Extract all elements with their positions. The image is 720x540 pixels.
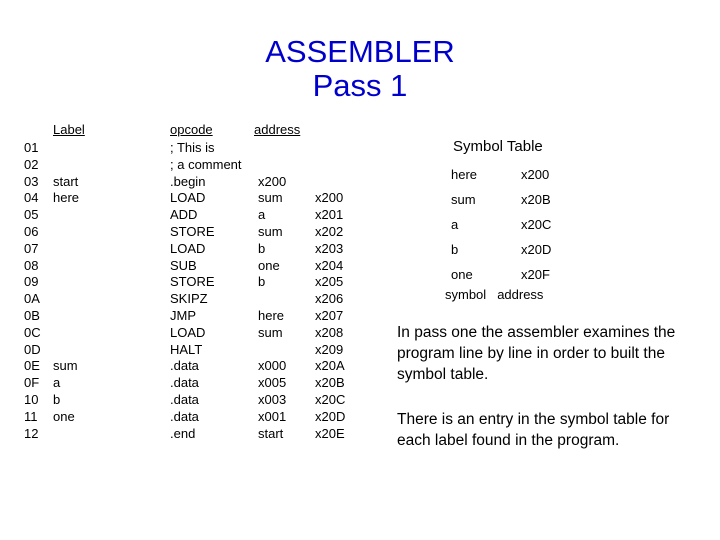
address-cell: x20E	[315, 425, 345, 441]
address-cell	[315, 157, 345, 174]
line-number: 01	[24, 140, 39, 155]
operand-cell: sum	[258, 223, 283, 239]
label-cell	[53, 241, 79, 258]
operand-cell	[258, 291, 286, 308]
label-cell	[53, 426, 79, 443]
address-cell: x208	[315, 324, 344, 340]
operand-cell: x003	[258, 391, 287, 407]
operand-cell: x005	[258, 375, 287, 391]
symbol-table-row	[447, 238, 565, 263]
line-number: 09	[24, 274, 39, 290]
opcode-cell: ; a comment	[170, 156, 242, 172]
opcode-cell: STORE	[170, 274, 215, 290]
symbol-table	[447, 163, 565, 288]
operand-cell: b	[258, 240, 266, 256]
label-cell	[53, 291, 79, 308]
label-cell	[53, 157, 79, 174]
address-cell: x20B	[315, 375, 345, 391]
operand-cell: here	[258, 307, 285, 323]
symbol-address: x20D	[521, 242, 552, 257]
address-cell: x20A	[315, 358, 345, 374]
operand-cell: x001	[258, 408, 287, 424]
symbol-address: x20C	[521, 217, 552, 232]
line-number: 11	[24, 408, 38, 424]
symbol-table-row	[447, 213, 565, 238]
label-column-header: Label	[53, 122, 85, 137]
symbol-name: b	[451, 242, 459, 257]
opcode-cell: .begin	[170, 173, 206, 189]
operand-cell: x000	[258, 358, 287, 374]
symbol-address: x20B	[521, 192, 551, 207]
address-cell: x200	[315, 190, 344, 206]
label-cell: b	[53, 391, 61, 407]
operand-cell: sum	[258, 324, 283, 340]
opcode-cell: .data	[170, 391, 199, 407]
address-footer-label: address	[497, 287, 544, 302]
opcode-cell: .data	[170, 358, 199, 374]
operand-cell: sum	[258, 190, 283, 206]
address-column-header: address	[254, 122, 301, 137]
opcode-cell: JMP	[170, 307, 196, 323]
line-number: 02	[24, 156, 39, 172]
address-cell: x203	[315, 240, 344, 256]
address-cell: x206	[315, 291, 344, 307]
slide-title	[200, 35, 520, 103]
symbol-table-title: Symbol Table	[453, 138, 543, 155]
address-cell: x209	[315, 341, 344, 357]
opcode-cell: ADD	[170, 207, 198, 223]
symbol-name: sum	[451, 192, 476, 207]
label-cell	[53, 308, 79, 325]
address-column	[315, 140, 345, 442]
operand-cell	[258, 157, 286, 174]
symbol-name: here	[451, 167, 478, 182]
title-line-1: ASSEMBLER	[265, 34, 455, 69]
symbol-name: a	[451, 217, 459, 232]
line-number: 0B	[24, 307, 40, 323]
address-cell: x207	[315, 307, 344, 323]
label-cell	[53, 224, 79, 241]
paragraph-pass-one: In pass one the assembler examines the program line by line in order to built the symbol table.	[397, 324, 676, 383]
address-cell: x20C	[315, 391, 346, 407]
symbol-table-row	[447, 263, 565, 288]
opcode-cell: .data	[170, 375, 199, 391]
label-cell	[53, 207, 79, 224]
operand-cell: start	[258, 425, 284, 441]
opcode-cell: STORE	[170, 223, 215, 239]
address-cell: x20D	[315, 408, 346, 424]
label-cell: a	[53, 375, 61, 391]
symbol-address: x200	[521, 167, 550, 182]
line-number: 12	[24, 425, 39, 441]
symbol-table-footer	[445, 287, 554, 302]
line-number: 05	[24, 207, 39, 223]
title-line-2: Pass 1	[312, 68, 408, 103]
label-cell	[53, 325, 79, 342]
symbol-name: one	[451, 267, 473, 282]
line-number: 10	[24, 391, 39, 407]
address-cell	[315, 140, 345, 157]
opcode-cell: SUB	[170, 257, 197, 273]
operand-column	[258, 140, 286, 442]
symbol-table-row	[447, 188, 565, 213]
label-cell	[53, 258, 79, 275]
line-number: 0A	[24, 291, 40, 307]
opcode-cell: .end	[170, 425, 196, 441]
line-number: 04	[24, 190, 39, 206]
opcode-cell: LOAD	[170, 240, 206, 256]
operand-cell	[258, 342, 286, 359]
label-cell: start	[53, 173, 79, 189]
opcode-cell: .data	[170, 408, 199, 424]
opcode-cell: LOAD	[170, 324, 206, 340]
operand-cell: b	[258, 274, 266, 290]
line-number: 07	[24, 240, 39, 256]
paragraph-symbol-entry: There is an entry in the symbol table for each label found in the program.	[397, 411, 670, 449]
opcode-cell: ; This is	[170, 140, 215, 155]
line-number: 0C	[24, 324, 41, 340]
line-number-column	[24, 140, 41, 442]
address-cell: x202	[315, 223, 344, 239]
opcode-cell: SKIPZ	[170, 291, 208, 307]
opcode-cell: LOAD	[170, 190, 206, 206]
address-cell: x205	[315, 274, 344, 290]
line-number: 08	[24, 257, 39, 273]
operand-cell: x200	[258, 173, 287, 189]
address-cell: x204	[315, 257, 344, 273]
address-cell	[315, 174, 345, 191]
operand-cell	[258, 140, 286, 157]
line-number: 0E	[24, 358, 40, 374]
line-number: 06	[24, 223, 39, 239]
address-cell: x201	[315, 207, 344, 223]
symbol-footer-label: symbol	[445, 287, 487, 302]
line-number: 0D	[24, 341, 41, 357]
label-cell	[53, 274, 79, 291]
label-column	[53, 140, 79, 442]
opcode-column	[170, 140, 242, 442]
opcode-cell: HALT	[170, 341, 203, 357]
opcode-column-header: opcode	[170, 122, 213, 137]
symbol-table-row	[447, 163, 565, 188]
label-cell	[53, 342, 79, 359]
line-number: 0F	[24, 375, 40, 391]
symbol-address: x20F	[521, 267, 550, 282]
operand-cell: one	[258, 257, 280, 273]
label-cell	[53, 140, 79, 157]
label-cell: one	[53, 408, 75, 424]
label-cell: here	[53, 190, 80, 206]
line-number: 03	[24, 173, 39, 189]
label-cell: sum	[53, 358, 78, 374]
operand-cell: a	[258, 207, 266, 223]
